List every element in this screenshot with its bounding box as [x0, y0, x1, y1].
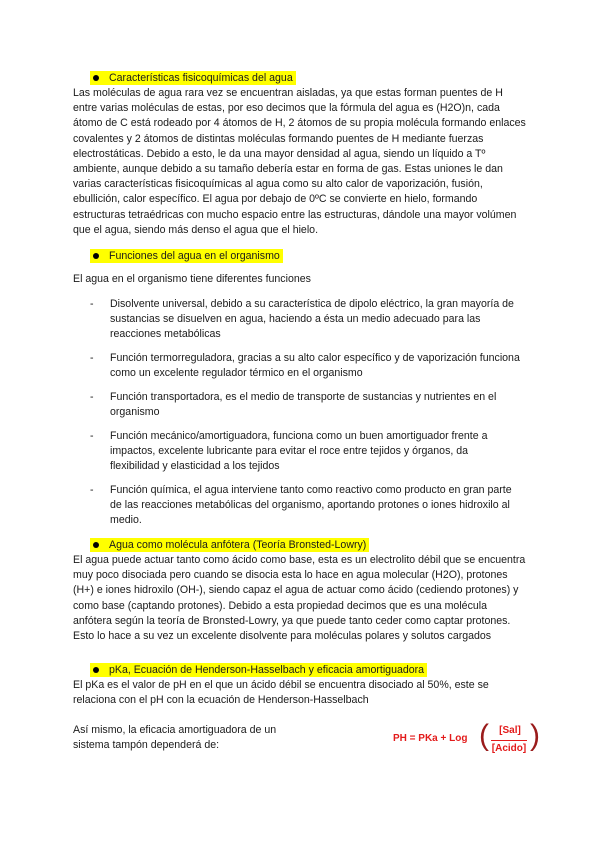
paragraph-pka: El pKa es el valor de pH en el que un ácido débil se encuentra disociado al 50%, este se relaciona con el pH con la ecuación de Henderson-Hasselbach: [73, 679, 489, 707]
list-item-text: Función mecánico/amortiguadora, funciona como un buen amortiguador frente a impactos, excelente lubricante para evitar el roce entre tejidos y órganos, da flexibilidad y elasticidad a los tejidos: [110, 430, 488, 473]
bullet-icon: [93, 667, 99, 673]
heading-physicochemical: [90, 70, 296, 85]
formula-numerator: [Sal]: [499, 725, 521, 736]
right-paren: ): [530, 719, 540, 752]
heading-highlight: [90, 249, 283, 263]
heading-text: Agua como molécula anfótera (Teoría Bronsted-Lowry): [109, 538, 367, 551]
bullet-icon: [93, 253, 99, 259]
paragraph-physicochemical: Las moléculas de agua rara vez se encuentran aisladas, ya que estas forman puentes de H entre varias moléculas de estas, por eso decimos que la fórmula del agua es (H2O)n, cada átomo de C está rodeado por 4 átomos de H, 2 átomos de su propia molécula formando enlaces covalentes y 2 átomos de distintas moléculas formando puentes de H mediante fuerzas electrostáticas. Debido a esto, le da una mayor densidad al agua, siendo un líquido a Tº ambiente, aunque debido a su tamaño debería estar en forma de gas. Estas uniones le dan varias características fisicoquímicas al agua como su alto calor de vaporización, fusión, ebullición, calor específico. El agua por debajo de 0ºC se convierte en hielo, formando estructuras tetraédricas con mucho espacio entre las estructuras, dándole una mayor volúmen que el agua, siendo más denso el agua que el hielo.: [73, 87, 526, 236]
list-item-text: Función termorreguladora, gracias a su alto calor específico y de vaporización funciona como un excelente regulador térmico en el organismo: [110, 352, 520, 380]
list-item-text: Función química, el agua interviene tanto como reactivo como producto en gran parte de las reacciones metabólicas del organismo, aportando protones o iones hidroxilo al medio.: [110, 484, 512, 527]
heading-functions: [90, 248, 283, 263]
formula-denominator: [Acido]: [491, 743, 527, 754]
dash-marker: -: [90, 352, 94, 364]
heading-text: Funciones del agua en el organismo: [109, 249, 280, 262]
dash-marker: -: [90, 391, 94, 403]
bullet-icon: [93, 75, 99, 81]
henderson-hasselbach-formula: [393, 719, 540, 761]
heading-pka: [90, 662, 427, 677]
paragraph-buffer: Así mismo, la eficacia amortiguadora de un sistema tampón dependerá de:: [73, 724, 277, 752]
heading-highlight: [90, 71, 296, 85]
fraction-bar: [491, 740, 527, 741]
heading-highlight: [90, 663, 427, 677]
paragraph-functions-intro: El agua en el organismo tiene diferentes funciones: [73, 273, 311, 285]
list-item-text: Función transportadora, es el medio de transporte de sustancias y nutrientes en el organismo: [110, 391, 497, 419]
heading-text: pKa, Ecuación de Henderson-Hasselbach y eficacia amortiguadora: [109, 663, 425, 676]
list-item-text: Disolvente universal, debido a su característica de dipolo eléctrico, la gran mayoría de sustancias se disuelven en agua, haciendo a ésta un medio adecuado para las reacciones metabólicas: [110, 298, 514, 341]
paragraph-amphoteric: El agua puede actuar tanto como ácido como base, esta es un electrolito débil que se encuentra muy poco disociada pero cuando se disocia esta lo hace en agua molecular (H2O), protones (H+) e iones hidroxilo (OH-), siendo capaz el agua de actuar como ácido (cediendo protones) y como base (captando protones). Debido a esta propiedad decimos que es una molécula anfótera según la teoría de Bronsted-Lowry, ya que puede tanto ceder como captar protones. Esto lo hace a su vez un excelente disolvente para moléculas polares y solutos cargados: [73, 554, 526, 643]
dash-marker: -: [90, 298, 94, 310]
bullet-icon: [93, 542, 99, 548]
left-paren: (: [479, 719, 489, 752]
dash-marker: -: [90, 430, 94, 442]
dash-marker: -: [90, 484, 94, 496]
heading-text: Características fisicoquímicas del agua: [109, 71, 293, 84]
formula-lhs: PH = PKa + Log: [393, 733, 468, 744]
heading-amphoteric: [90, 537, 369, 552]
heading-highlight: [90, 538, 369, 552]
